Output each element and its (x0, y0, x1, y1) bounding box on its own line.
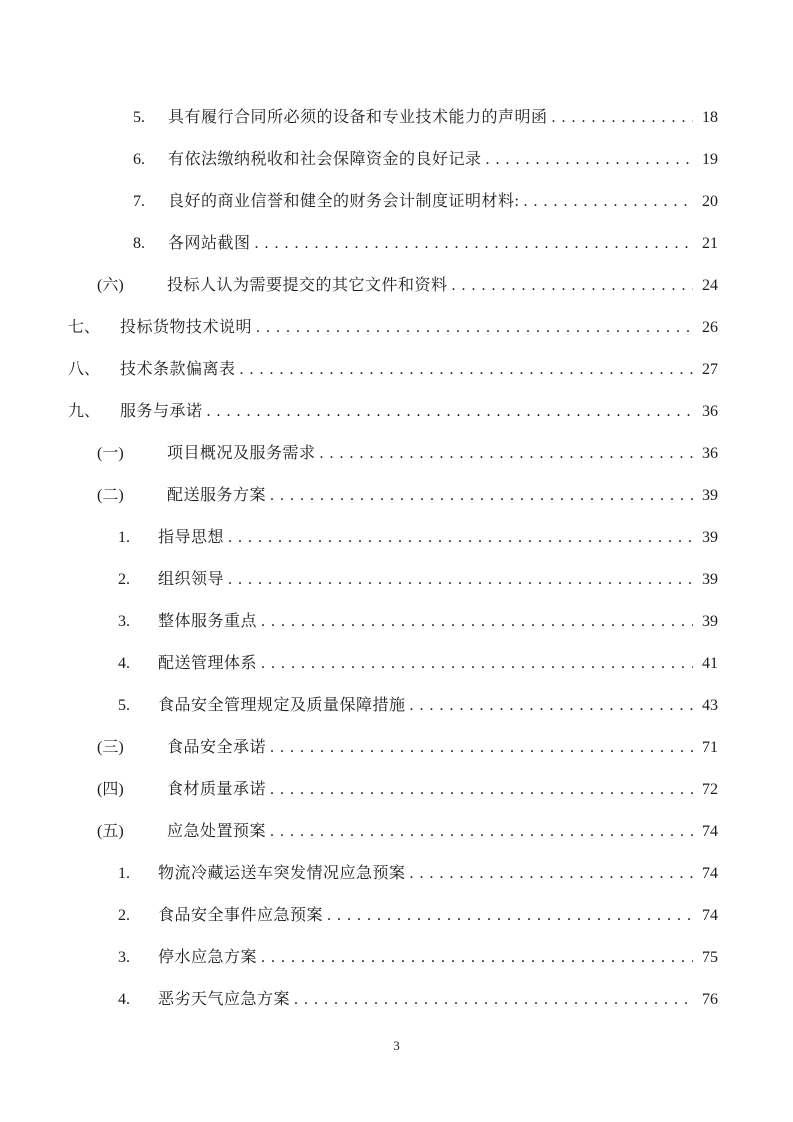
toc-entry-page: 41 (702, 655, 718, 672)
dot-leader-icon (240, 349, 693, 391)
dot-leader-icon (270, 811, 693, 853)
toc-entry-page: 39 (702, 529, 718, 546)
toc-entry-page: 75 (702, 949, 718, 966)
dot-leader-icon (410, 853, 693, 895)
toc-entry-number: (三) (97, 739, 124, 756)
toc-entry[interactable] (0, 139, 793, 181)
dot-leader-icon (452, 265, 693, 307)
dot-leader-icon (523, 181, 693, 223)
toc-entry-page: 74 (702, 823, 718, 840)
toc-entry-number: (一) (97, 445, 124, 462)
toc-entry-page: 24 (702, 277, 718, 294)
dot-leader-icon (270, 727, 693, 769)
toc-entry-page: 71 (702, 739, 718, 756)
toc-entry-page: 39 (702, 487, 718, 504)
toc-entry-number: 8. (133, 235, 145, 252)
toc-entry-page: 36 (702, 445, 718, 462)
toc-entry-page: 76 (702, 991, 718, 1008)
toc-entry[interactable] (0, 475, 793, 517)
toc-entry[interactable] (0, 979, 793, 1021)
toc-entry[interactable] (0, 265, 793, 307)
toc-entry-page: 19 (702, 151, 718, 168)
dot-leader-icon (255, 223, 693, 265)
toc-entry[interactable] (0, 391, 793, 433)
toc-entry-title: 有依法缴纳税收和社会保障资金的良好记录 (168, 151, 482, 168)
toc-entry-title: 项目概况及服务需求 (167, 445, 316, 462)
toc-entry[interactable] (0, 685, 793, 727)
toc-entry-page: 43 (702, 697, 718, 714)
toc-entry-number: 1. (118, 865, 130, 882)
toc-entry-page: 26 (702, 319, 718, 336)
toc-entry-page: 39 (702, 613, 718, 630)
dot-leader-icon (294, 979, 693, 1021)
dot-leader-icon (552, 97, 693, 139)
toc-entry[interactable] (0, 223, 793, 265)
toc-entry-page: 74 (702, 907, 718, 924)
toc-entry[interactable] (0, 349, 793, 391)
toc-entry-title: 各网站截图 (168, 235, 251, 252)
toc-entry-title: 食材质量承诺 (167, 781, 267, 798)
toc-entry-title: 食品安全管理规定及质量保障措施 (158, 697, 406, 714)
toc-entry-number: 2. (118, 571, 130, 588)
table-of-contents (0, 97, 793, 1021)
dot-leader-icon (270, 475, 693, 517)
toc-entry-number: (四) (97, 781, 124, 798)
toc-entry-page: 27 (702, 361, 718, 378)
dot-leader-icon (261, 643, 693, 685)
dot-leader-icon (256, 307, 693, 349)
toc-entry-title: 投标人认为需要提交的其它文件和资料 (167, 277, 448, 294)
dot-leader-icon (228, 517, 693, 559)
dot-leader-icon (410, 685, 693, 727)
toc-entry-number: 九、 (68, 403, 101, 420)
toc-entry-number: 4. (118, 991, 130, 1008)
toc-entry[interactable] (0, 517, 793, 559)
toc-entry[interactable] (0, 895, 793, 937)
toc-entry[interactable] (0, 853, 793, 895)
dot-leader-icon (261, 937, 693, 979)
toc-entry-title: 恶劣天气应急方案 (158, 991, 291, 1008)
toc-entry-title: 配送管理体系 (158, 655, 258, 672)
dot-leader-icon (320, 433, 693, 475)
toc-entry[interactable] (0, 433, 793, 475)
toc-entry[interactable] (0, 811, 793, 853)
toc-entry-page: 20 (702, 193, 718, 210)
toc-entry-number: 6. (133, 151, 145, 168)
toc-entry[interactable] (0, 643, 793, 685)
toc-entry-page: 18 (702, 109, 718, 126)
toc-entry-title: 整体服务重点 (158, 613, 258, 630)
toc-entry-number: 7. (133, 193, 145, 210)
toc-entry-title: 具有履行合同所必须的设备和专业技术能力的声明函 (168, 109, 548, 126)
toc-entry-title: 服务与承诺 (120, 403, 203, 420)
toc-entry[interactable] (0, 601, 793, 643)
toc-entry-title: 技术条款偏离表 (120, 361, 236, 378)
dot-leader-icon (486, 139, 693, 181)
dot-leader-icon (270, 769, 693, 811)
toc-entry[interactable] (0, 769, 793, 811)
dot-leader-icon (261, 601, 693, 643)
toc-entry[interactable] (0, 937, 793, 979)
toc-entry-title: 食品安全事件应急预案 (158, 907, 324, 924)
toc-entry-title: 良好的商业信誉和健全的财务会计制度证明材料: (168, 193, 520, 210)
toc-entry-number: 2. (118, 907, 130, 924)
toc-entry-page: 72 (702, 781, 718, 798)
toc-entry-number: 5. (118, 697, 130, 714)
toc-entry-title: 停水应急方案 (158, 949, 258, 966)
toc-entry[interactable] (0, 97, 793, 139)
toc-entry[interactable] (0, 307, 793, 349)
toc-entry-number: 3. (118, 613, 130, 630)
toc-entry-number: 1. (118, 529, 130, 546)
toc-entry-number: 3. (118, 949, 130, 966)
toc-entry-title: 指导思想 (158, 529, 225, 546)
toc-entry[interactable] (0, 559, 793, 601)
toc-entry-page: 39 (702, 571, 718, 588)
toc-entry-title: 投标货物技术说明 (120, 319, 253, 336)
toc-entry[interactable] (0, 181, 793, 223)
toc-entry-page: 21 (702, 235, 718, 252)
toc-entry-number: 八、 (68, 361, 101, 378)
toc-entry-number: (五) (97, 823, 124, 840)
toc-entry-title: 物流冷藏运送车突发情况应急预案 (158, 865, 406, 882)
dot-leader-icon (327, 895, 693, 937)
toc-entry-number: (二) (97, 487, 124, 504)
dot-leader-icon (228, 559, 693, 601)
toc-entry-title: 组织领导 (158, 571, 225, 588)
toc-entry-number: 七、 (68, 319, 101, 336)
dot-leader-icon (207, 391, 693, 433)
toc-entry-number: 5. (133, 109, 145, 126)
toc-entry-page: 36 (702, 403, 718, 420)
toc-entry-number: (六) (97, 277, 124, 294)
footer-page-number: 3 (393, 1038, 400, 1053)
toc-entry-title: 应急处置预案 (167, 823, 267, 840)
toc-entry-page: 74 (702, 865, 718, 882)
toc-entry-title: 配送服务方案 (167, 487, 267, 504)
toc-entry[interactable] (0, 727, 793, 769)
toc-entry-title: 食品安全承诺 (167, 739, 267, 756)
toc-entry-number: 4. (118, 655, 130, 672)
